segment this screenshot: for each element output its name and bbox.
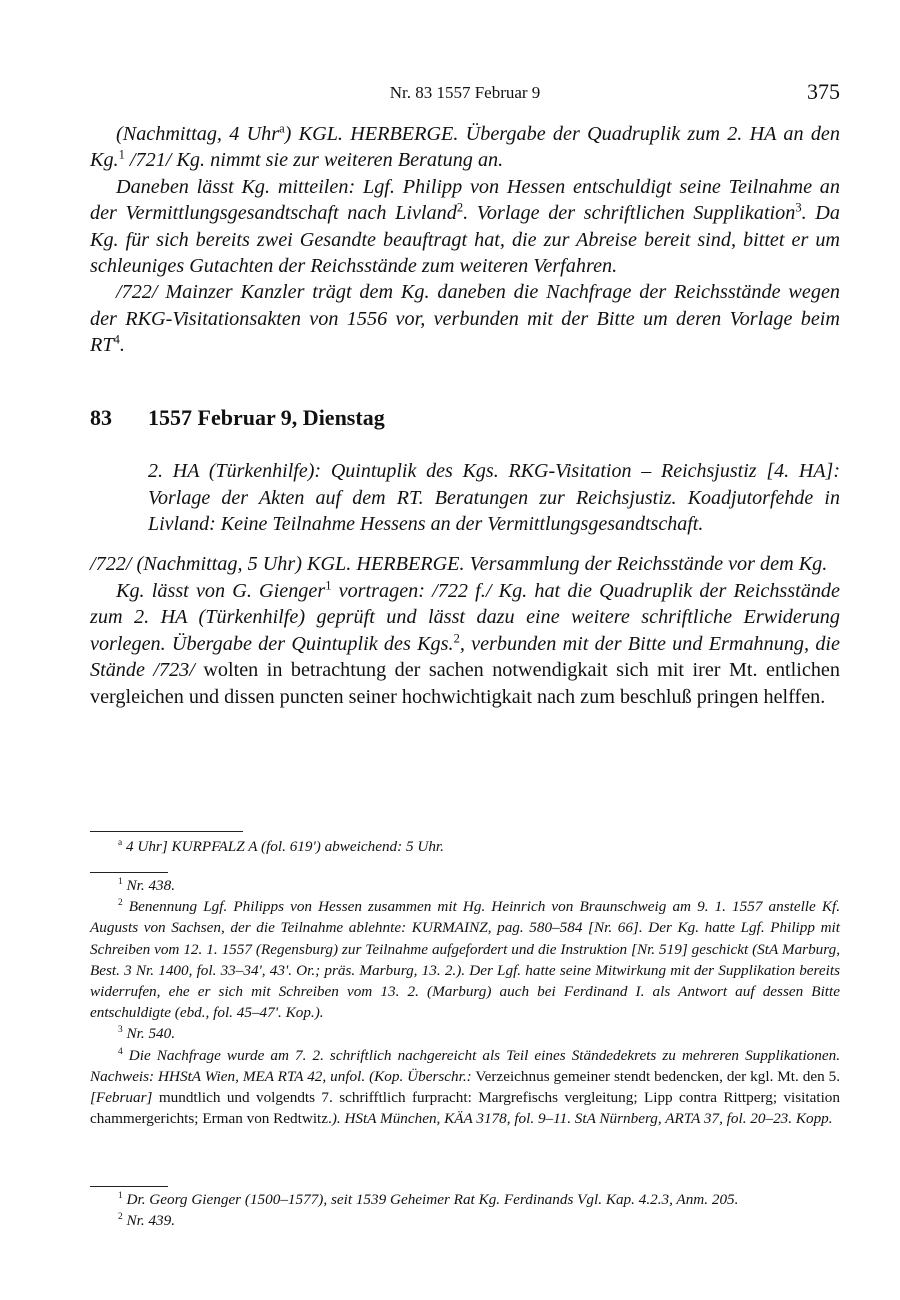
text-run: ) KGL. HERBERGE. Übergabe der Quadruplik zum 2. HA an den Kg. xyxy=(90,123,840,172)
text-run: (Nachmittag, 4 Uhr xyxy=(116,123,280,145)
footnote-text: Die Nachfrage wurde am 7. 2. schriftlich nachgereicht als Teil eines Ständedekrets zu mehreren Supplikationen. Nachweis: HHStA Wien, MEA RTA 42, unfol. (Kop. Überschr.: xyxy=(90,1046,840,1085)
text-run: . xyxy=(119,334,125,357)
footnote xyxy=(90,1210,840,1231)
footnote-ref: 2 xyxy=(456,200,464,215)
footnote xyxy=(90,836,840,857)
footnote-mark: 2 xyxy=(118,1212,123,1223)
quoted-source-text: mundtlich und volgendts 7. schrifftlich furpracht: Margrefischs vergleitung; Lipp contra Rittperg; visitation chammergerichts; Erman von Redtwitz. xyxy=(90,1089,840,1128)
footnote-text: Nr. 439. xyxy=(126,1212,176,1230)
footnote-separator xyxy=(90,872,168,873)
entry-number: 83 xyxy=(90,405,112,430)
text-run: /721/ Kg. nimmt sie zur weiteren Beratung an. xyxy=(124,149,504,172)
footnote xyxy=(90,1023,840,1044)
paragraph: /722/ (Nachmittag, 5 Uhr) KGL. HERBERGE. Versammlung der Reichsstände vor dem Kg. xyxy=(90,553,828,575)
text-run: Kg. lässt von G. Gienger xyxy=(116,579,326,602)
footnote-mark: 3 xyxy=(118,1025,123,1036)
footnote-mark: a xyxy=(118,837,123,848)
footnote-mark: 2 xyxy=(118,898,123,909)
footnote xyxy=(90,1045,840,1130)
paragraph xyxy=(90,578,840,711)
footnote-block-numbers xyxy=(90,875,840,1129)
footnote-block-entry xyxy=(90,1189,840,1231)
entry-summary: 2. HA (Türkenhilfe): Quintuplik des Kgs. RKG-Visitation – Reichsjustiz [4. HA]: Vorlage der Akten auf dem RT. Beratungen zur Reichsjustiz. Koadjutorfehde in Livland: Keine Teilnahme Hessens an der Vermittlungsgesandtschaft. xyxy=(148,460,840,535)
text-run: /722/ Mainzer Kanzler trägt dem Kg. daneben die Nachfrage der Reichsstände wegen der RKG-Visitationsakten von 1556 vor, verbunden mit der Bitte um deren Vorlage beim RT xyxy=(90,281,840,357)
entry-heading xyxy=(90,405,840,431)
text-run: , verbunden mit der Bitte und Ermahnung, die Stände /723/ xyxy=(90,632,840,681)
text-run: . Da Kg. für sich bereits zwei Gesandte beauftragt hat, die zur Abreise bereit sind, bittet er um schleuniges Gutachten der Reichsstände zum weiteren Verfahren. xyxy=(90,202,840,278)
page-header xyxy=(90,80,840,110)
footnote-ref: 1 xyxy=(325,577,332,592)
footnote-text: ). HStA München, KÄA 3178, fol. 9–11. StA Nürnberg, ARTA 37, fol. 20–23. Kopp. xyxy=(331,1110,833,1128)
footnote-mark: 4 xyxy=(118,1046,123,1057)
editorial-insert: [Februar] xyxy=(90,1089,153,1107)
footnote-ref: 2 xyxy=(453,630,460,645)
paragraph xyxy=(90,279,840,358)
footnote xyxy=(90,875,840,896)
footnote-separator xyxy=(90,1186,168,1187)
paragraph xyxy=(90,121,840,174)
footnote-text: Dr. Georg Gienger (1500–1577), seit 1539 Geheimer Rat Kg. Ferdinands Vgl. Kap. 4.2.3, Anm. 205. xyxy=(126,1191,739,1208)
page-number: 375 xyxy=(807,79,840,104)
quoted-source-text: Verzeichnus gemeiner stendt bedencken, der kgl. Mt. den 5. xyxy=(471,1067,840,1085)
footnote-mark: 1 xyxy=(118,1190,123,1201)
previous-entry-continuation xyxy=(90,121,840,359)
footnote-ref: 3 xyxy=(795,200,802,215)
entry-body xyxy=(90,551,840,710)
footnote-mark: 1 xyxy=(118,876,123,887)
quoted-source-text: wolten in betrachtung der sachen notwendigkait sich mit irer Mt. entlichen vergleichen und dissen puncten seiner hochwichtigkait nach zum beschluß pringen helffen. xyxy=(90,659,840,708)
footnote xyxy=(90,1189,840,1210)
running-head: Nr. 83 1557 Februar 9 xyxy=(389,83,541,102)
footnote-ref: 1 xyxy=(118,147,125,162)
footnote-separator xyxy=(90,831,243,832)
text-run: vortragen: /722 f./ Kg. hat die Quadruplik der Reichsstände zum 2. HA (Türkenhilfe) geprüft und lässt dazu eine weitere schriftliche Erwiderung vorlegen. Übergabe der Quintuplik des Kgs. xyxy=(90,579,840,655)
footnote-text: Nr. 438. xyxy=(126,877,176,894)
text-run: Daneben lässt Kg. mitteilen: Lgf. Philipp von Hessen entschuldigt seine Teilnahme an der Vermittlungsgesandtschaft nach Livland xyxy=(90,175,840,225)
entry-title: 1557 Februar 9, Dienstag xyxy=(148,405,385,430)
footnote xyxy=(90,896,840,1023)
footnote-text: Nr. 540. xyxy=(126,1025,176,1043)
footnote-text: Benennung Lgf. Philipps von Hessen zusammen mit Hg. Heinrich von Braunschweig am 9. 1. 1557 anstelle Kf. Augusts von Sachsen, der die Teilnahme ablehnte: KURMAINZ, pag. 580–584 [Nr. 66]. Der Kg. hatte Lgf. Philipp mit Schreiben vom 12. 1. 1557 (Regensburg) zur Teilnahme aufgefordert und die Instruktion [Nr. 519] geschickt (StA Marburg, Best. 3 Nr. 1400, fol. 33–34', 43'. Or.; präs. Marburg, 13. 2.). Der Lgf. hatte seine Mitwirkung mit der Supplikation bereits widerrufen, ehe er sich mit Schreiben vom 13. 2. (Marburg) auch bei Ferdinand I. als Antwort auf dessen Bitte entschuldigte (ebd., fol. 45–47'. Kop.). xyxy=(90,898,840,1022)
paragraph xyxy=(90,174,840,280)
footnote-ref: 4 xyxy=(113,332,120,347)
footnote-text: 4 Uhr] KURPFALZ A (fol. 619') abweichend: 5 Uhr. xyxy=(125,838,444,855)
footnote-ref: a xyxy=(279,121,285,136)
text-run: . Vorlage der schriftlichen Supplikation xyxy=(463,202,796,225)
footnote-block-letters xyxy=(90,836,840,857)
